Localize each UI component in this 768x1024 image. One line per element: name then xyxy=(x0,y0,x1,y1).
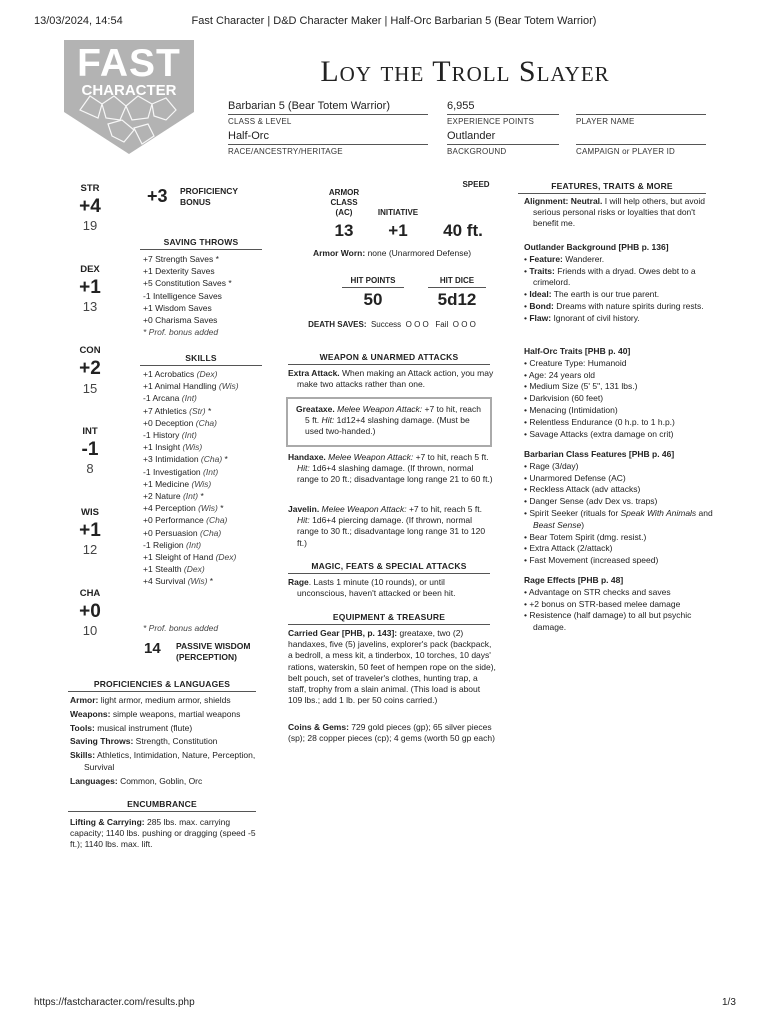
passive-wisdom-value: 14 xyxy=(144,640,161,657)
list-item: • Rage (3/day) xyxy=(524,460,579,471)
print-datetime: 13/03/2024, 14:54 xyxy=(34,15,123,27)
print-url: https://fastcharacter.com/results.php xyxy=(34,997,195,1008)
magic-title: MAGIC, FEATS & SPECIAL ATTACKS xyxy=(311,561,467,571)
skill-row: -1 History (Int) xyxy=(143,430,197,441)
equipment-title: EQUIPMENT & TREASURE xyxy=(332,612,446,622)
rage-entry: Rage. Lasts 1 minute (10 rounds), or until unconscious, haven't attacked or been hit. xyxy=(288,577,456,599)
ability-name-con: CON xyxy=(79,345,101,356)
print-page-title: Fast Character | D&D Character Maker | Half-Orc Barbarian 5 (Bear Totem Warrior) xyxy=(191,15,597,27)
skill-row: -1 Religion (Int) xyxy=(143,539,202,550)
ability-name-int: INT xyxy=(82,426,98,437)
ability-mod-cha: +0 xyxy=(79,601,101,622)
ability-score-int: 8 xyxy=(86,461,94,476)
saving-throw-row: +1 Dexterity Saves xyxy=(143,266,215,277)
skill-row: +0 Deception (Cha) xyxy=(143,417,217,428)
ability-mod-dex: +1 xyxy=(79,277,101,298)
skill-row: +0 Performance (Cha) xyxy=(143,515,228,526)
hit-points-label: HIT POINTS xyxy=(350,276,396,285)
skill-row: +7 Athletics (Str) * xyxy=(143,405,212,416)
saving-throw-row: -1 Intelligence Saves xyxy=(143,290,222,301)
list-item: • Advantage on STR checks and saves xyxy=(524,586,671,597)
xp-value: 6,955 xyxy=(447,100,475,112)
initiative-value: +1 xyxy=(388,221,408,240)
list-item: • Relentless Endurance (0 h.p. to 1 h.p.) xyxy=(524,416,675,427)
list-item: • Resistence (half damage) to all but psychic damage. xyxy=(524,610,692,633)
skills-note: * Prof. bonus added xyxy=(143,623,219,633)
armor-class-value: 13 xyxy=(334,221,354,240)
initiative-label: INITIATIVE xyxy=(377,208,419,217)
skill-row: +2 Nature (Int) * xyxy=(143,491,204,502)
class-level-label: CLASS & LEVEL xyxy=(228,117,292,126)
list-item: • Bear Totem Spirit (dmg. resist.) xyxy=(524,531,647,542)
list-item: • Spirit Seeker (rituals for Speak With Animals and Beast Sense) xyxy=(524,507,713,530)
saving-throw-row: +1 Wisdom Saves xyxy=(143,302,212,313)
skill-row: +4 Survival (Wis) * xyxy=(143,576,214,587)
saving-throws-list xyxy=(143,253,268,338)
list-item: • Reckless Attack (adv attacks) xyxy=(524,484,641,495)
list-item: • Feature: Wanderer. xyxy=(524,253,605,264)
print-page-number: 1/3 xyxy=(722,997,736,1008)
logo-word-character: CHARACTER xyxy=(81,82,177,99)
logo-word-fast: FAST xyxy=(77,42,181,85)
carried-gear: Carried Gear [PHB, p. 143]: greataxe, two (2) handaxes, five (5) javelins, explorer's pack (backpack, a bedroll, a mess kit, a tinderbox, 10 torches, 10 days' rations, waterskin, 50 feet of hempen rope on the side), belt pouch, set of traveler's clothes, hunting trap, a staff, trophy from a slain animal. (This load is about 109 lbs.; add 1 lb. per 50 coins carried.) xyxy=(288,628,496,706)
campaign-label: CAMPAIGN or PLAYER ID xyxy=(576,147,676,156)
list-item: • Bond: Dreams with nature spirits during rests. xyxy=(524,300,704,311)
proficiencies-title: PROFICIENCIES & LANGUAGES xyxy=(93,679,231,689)
list-item: • Unarmored Defense (AC) xyxy=(524,472,626,483)
ability-mod-con: +2 xyxy=(79,358,101,379)
encumbrance-text: Lifting & Carrying: 285 lbs. max. carrying capacity; 1140 lbs. pushing or dragging (speed -5 ft.); 1140 lbs. max. lift. xyxy=(70,817,256,850)
list-item: • Menacing (Intimidation) xyxy=(524,404,618,415)
saving-throw-row: +7 Strength Saves * xyxy=(143,254,219,264)
list-item: • Creature Type: Humanoid xyxy=(524,357,627,368)
list-item: • Danger Sense (adv Dex vs. traps) xyxy=(524,496,658,507)
skill-row: +1 Sleight of Hand (Dex) xyxy=(143,552,237,563)
death-fail-circles: O O O xyxy=(452,320,476,329)
encumbrance-title: ENCUMBRANCE xyxy=(127,799,197,809)
list-item: • +2 bonus on STR-based melee damage xyxy=(524,598,681,609)
class-level-value: Barbarian 5 (Bear Totem Warrior) xyxy=(228,100,390,112)
rage-effects: Rage Effects [PHB p. 48] • Advantage on STR checks and saves • +2 bonus on STR-based melee damage • Resistence (half damage) to all but psychic damage. xyxy=(524,575,720,634)
ability-name-cha: CHA xyxy=(79,588,101,599)
speed-label: SPEED xyxy=(462,180,490,189)
list-item: • Extra Attack (2/attack) xyxy=(524,543,613,554)
speed-value: 40 ft. xyxy=(443,221,483,240)
ability-score-str: 19 xyxy=(82,218,98,233)
saving-throws-title: SAVING THROWS xyxy=(163,237,239,247)
armor-class-label: ARMOR CLASS (AC) xyxy=(328,188,360,217)
ability-mod-wis: +1 xyxy=(79,520,101,541)
greataxe-attack: Greataxe. Melee Weapon Attack: +7 to hit, reach 5 ft. Hit: 1d12+4 slashing damage. (Must be used two-handed.) xyxy=(296,404,481,437)
ability-score-dex: 13 xyxy=(82,299,98,314)
skill-row: +1 Stealth (Dex) xyxy=(143,564,205,575)
alignment: Alignment: Neutral. I will help others, but avoid serious personal risks or loyalties that don't benefit me. xyxy=(524,196,705,229)
skill-row: +1 Acrobatics (Dex) xyxy=(143,369,218,379)
hit-dice-label: HIT DICE xyxy=(439,276,475,285)
list-item: • Ideal: The earth is our true parent. xyxy=(524,289,660,300)
skills-list xyxy=(143,368,268,588)
ability-mod-str: +4 xyxy=(79,196,101,217)
handaxe-attack: Handaxe. Melee Weapon Attack: +7 to hit, reach 5 ft. Hit: 1d6+4 slashing damage. (If thrown, normal range to 20 ft.; disadvantage long range 21 to 60 ft.) xyxy=(288,452,493,485)
skill-row: -1 Arcana (Int) xyxy=(143,393,197,404)
background-label: BACKGROUND xyxy=(447,147,507,156)
skill-row: +4 Perception (Wis) * xyxy=(143,503,224,514)
skill-row: +1 Animal Handling (Wis) xyxy=(143,381,239,392)
race-label: RACE/ANCESTRY/HERITAGE xyxy=(228,147,343,156)
list-item: • Medium Size (5' 5", 131 lbs.) xyxy=(524,381,638,392)
skill-row: +0 Persuasion (Cha) xyxy=(143,527,222,538)
saving-throw-row: +5 Constitution Saves * xyxy=(143,278,232,289)
death-success-circles: O O O xyxy=(405,320,429,329)
skill-row: +3 Intimidation (Cha) * xyxy=(143,454,228,465)
saving-throw-row: +0 Charisma Saves xyxy=(143,315,218,326)
hit-points-value: 50 xyxy=(363,290,383,309)
proficiencies-list: Armor: light armor, medium armor, shields Weapons: simple weapons, martial weapons Tools: musical instrument (flute) Saving Throws: Strength, Constitution Skills: Athletics, Intimidation, Nature, Perception, Survival Languages: Common, Goblin, Orc xyxy=(70,695,256,786)
background-value: Outlander xyxy=(447,130,496,142)
extra-attack: Extra Attack. When making an Attack action, you may make two attacks rather than one. xyxy=(288,368,494,390)
features-title: FEATURES, TRAITS & MORE xyxy=(551,181,673,191)
coins-gems: Coins & Gems: 729 gold pieces (gp); 65 silver pieces (sp); 28 copper pieces (cp); 4 gems (worth 50 gp each) xyxy=(288,722,495,744)
list-item: • Age: 24 years old xyxy=(524,369,596,380)
proficiency-bonus-value: +3 xyxy=(147,186,168,206)
player-name-label: PLAYER NAME xyxy=(576,117,635,126)
barbarian-features: Barbarian Class Features [PHB p. 46] • Rage (3/day) • Unarmored Defense (AC) • Reckless Attack (adv attacks) • Danger Sense (adv Dex vs. traps) • Spirit Seeker (rituals for Speak With Animals and Beast Sense) • Bear Totem Spirit (dmg. resist.) • Extra Attack (2/attack) • Fast Movement (increased speed) xyxy=(524,449,724,567)
ability-score-con: 15 xyxy=(82,381,98,396)
javelin-attack: Javelin. Melee Weapon Attack: +7 to hit, reach 5 ft. Hit: 1d6+4 piercing damage. (If thrown, normal range to 30 ft.; disadvantage long range 31 to 120 ft.) xyxy=(288,504,486,548)
outlander-background: Outlander Background [PHB p. 136] • Feature: Wanderer. • Traits: Friends with a dryad. Owes debt to a crimelord. • Ideal: The earth is our true parent. • Bond: Dreams with nature spirits during rests. • Flaw: Ignorant of civil history. xyxy=(524,242,724,325)
passive-wisdom-label: PASSIVE WISDOM (PERCEPTION) xyxy=(176,641,251,662)
skill-row: -1 Investigation (Int) xyxy=(143,466,219,477)
list-item: • Darkvision (60 feet) xyxy=(524,393,604,404)
saving-throws-note: * Prof. bonus added xyxy=(143,327,219,338)
character-name: Loy the Troll Slayer xyxy=(320,55,610,88)
ability-mod-int: -1 xyxy=(81,439,99,460)
list-item: • Flaw: Ignorant of civil history. xyxy=(524,312,640,323)
list-item: • Traits: Friends with a dryad. Owes debt to a crimelord. xyxy=(524,265,696,288)
ability-score-wis: 12 xyxy=(82,542,98,557)
skill-row: +1 Insight (Wis) xyxy=(143,442,203,453)
armor-worn: Armor Worn: none (Unarmored Defense) xyxy=(312,248,472,258)
ability-name-dex: DEX xyxy=(80,264,100,275)
list-item: • Fast Movement (increased speed) xyxy=(524,555,659,566)
ability-name-wis: WIS xyxy=(81,507,99,518)
xp-label: EXPERIENCE POINTS xyxy=(447,117,534,126)
weapons-title: WEAPON & UNARMED ATTACKS xyxy=(319,352,459,362)
list-item: • Savage Attacks (extra damage on crit) xyxy=(524,428,674,439)
halforc-traits: Half-Orc Traits [PHB p. 40] • Creature Type: Humanoid • Age: 24 years old • Medium Size (5' 5", 131 lbs.) • Darkvision (60 feet) • Menacing (Intimidation) • Relentless Endurance (0 h.p. to 1 h.p.) • Savage Attacks (extra damage on crit) xyxy=(524,346,724,440)
skills-title: SKILLS xyxy=(185,353,217,363)
race-value: Half-Orc xyxy=(228,130,269,142)
skill-row: +1 Medicine (Wis) xyxy=(143,478,212,489)
ability-score-cha: 10 xyxy=(82,623,98,638)
proficiency-bonus-label: PROFICIENCY BONUS xyxy=(180,186,239,207)
hit-dice-value: 5d12 xyxy=(437,290,477,309)
death-saves: DEATH SAVES: Success O O O Fail O O O xyxy=(308,320,476,329)
ability-name-str: STR xyxy=(80,183,100,194)
